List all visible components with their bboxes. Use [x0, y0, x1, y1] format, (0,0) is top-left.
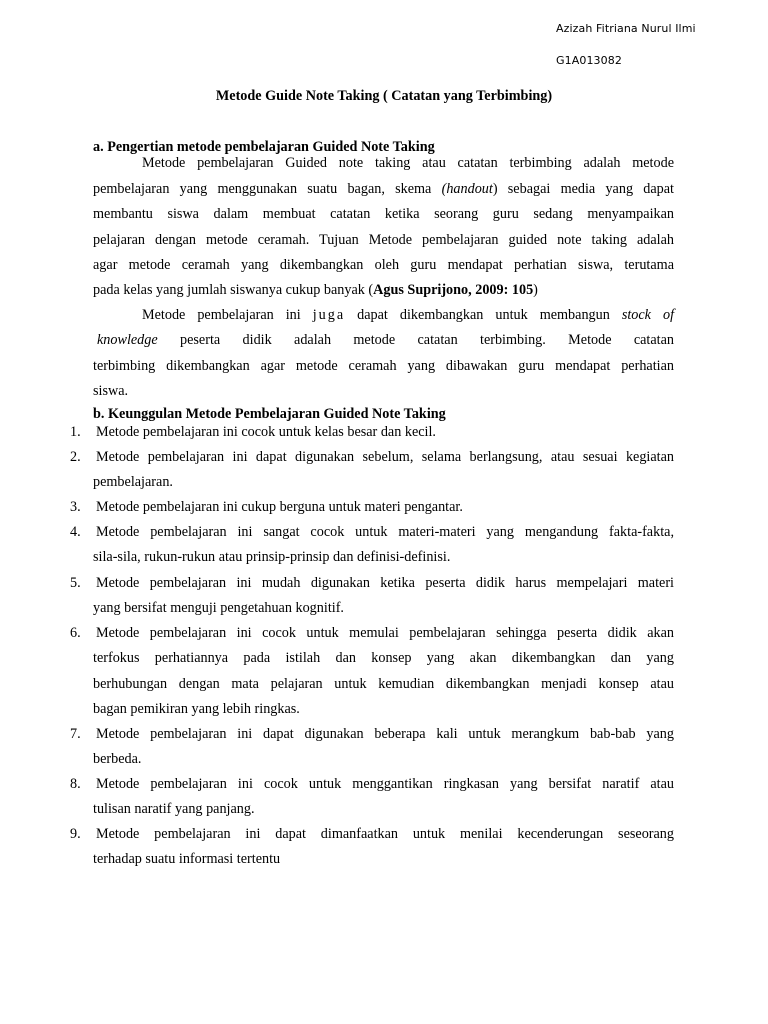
list-number: 3. [70, 499, 81, 515]
paragraph-line: pelajaran dengan metode ceramah. Tujuan Metode pembelajaran guided note taking adalah [93, 232, 674, 248]
list-number: 7. [70, 726, 81, 742]
list-item-line: Metode pembelajaran ini dapat dimanfaatkan untuk menilai kecenderungan seseorang [96, 826, 674, 842]
list-item-line: Metode pembelajaran ini mudah digunakan ketika peserta didik harus mempelajari materi [96, 575, 674, 591]
list-number: 2. [70, 449, 81, 465]
list-item-line: Metode pembelajaran ini cocok untuk menggantikan ringkasan yang bersifat naratif atau [96, 776, 674, 792]
section-b-heading: b. Keunggulan Metode Pembelajaran Guided Note Taking [93, 406, 446, 422]
paragraph-line: pembelajaran yang menggunakan suatu bagan, skema (handout) sebagai media yang dapat [93, 181, 674, 197]
list-number: 4. [70, 524, 81, 540]
paragraph-line: Metode pembelajaran Guided note taking atau catatan terbimbing adalah metode [142, 155, 674, 171]
list-item-line: berhubungan dengan mata pelajaran untuk kemudian dikembangkan menjadi konsep atau [93, 675, 674, 692]
list-item-line: Metode pembelajaran ini dapat digunakan sebelum, selama berlangsung, atau sesuai kegiatan [96, 449, 674, 465]
list-number: 5. [70, 575, 81, 591]
list-item-line: Metode pembelajaran ini cocok untuk kelas besar dan kecil. [96, 424, 436, 440]
section-a-heading: a. Pengertian metode pembelajaran Guided Note Taking [93, 139, 435, 155]
list-item-line: Metode pembelajaran ini sangat cocok untuk materi-materi yang mengandung fakta-fakta, [96, 524, 674, 540]
paragraph-line: pada kelas yang jumlah siswanya cukup banyak (Agus Suprijono, 2009: 105) [93, 282, 538, 298]
list-item-line: bagan pemikiran yang lebih ringkas. [93, 700, 300, 717]
italic-term: knowledge [97, 332, 158, 348]
list-item-line: terfokus perhatiannya pada istilah dan konsep yang akan dikembangkan dan yang [93, 650, 674, 667]
list-number: 9. [70, 826, 81, 842]
author-name: Azizah Fitriana Nurul Ilmi [556, 22, 696, 35]
italic-term: stock of [621, 307, 675, 323]
paragraph-line: siswa. [93, 383, 129, 399]
list-number: 6. [70, 625, 81, 641]
paragraph-line: Metode pembelajaran ini juga dapat dikembangkan untuk membangun stock of [142, 307, 675, 323]
paragraph-line: membantu siswa dalam membuat catatan ketika seorang guru sedang menyampaikan [93, 206, 674, 222]
citation: Agus Suprijono, 2009: 105 [373, 282, 534, 298]
paragraph-line: agar metode ceramah yang dikembangkan oleh guru mendapat perhatian siswa, terutama [93, 257, 674, 273]
list-item-line: berbeda. [93, 751, 142, 768]
list-number: 8. [70, 776, 81, 792]
italic-term: (handout [441, 181, 493, 197]
list-item-line: Metode pembelajaran ini dapat digunakan beberapa kali untuk merangkum bab-bab yang [96, 726, 674, 742]
list-item-line: sila-sila, rukun-rukun atau prinsip-prinsip dan definisi-definisi. [93, 549, 451, 566]
list-item-line: Metode pembelajaran ini cocok untuk memulai pembelajaran sehingga peserta didik akan [96, 625, 674, 641]
student-id: G1A013082 [556, 54, 622, 67]
list-number: 1. [70, 424, 81, 440]
list-item-line: yang bersifat menguji pengetahuan kognitif. [93, 600, 344, 617]
paragraph-line: knowledge peserta didik adalah metode catatan terbimbing. Metode catatan [97, 332, 674, 348]
paragraph-line: terbimbing dikembangkan agar metode ceramah yang dibawakan guru mendapat perhatian [93, 358, 674, 374]
list-item-line: pembelajaran. [93, 474, 173, 491]
list-item-line: tulisan naratif yang panjang. [93, 801, 255, 818]
list-item-line: Metode pembelajaran ini cukup berguna untuk materi pengantar. [96, 499, 463, 515]
document-title: Metode Guide Note Taking ( Catatan yang Terbimbing) [215, 88, 553, 104]
list-item-line: terhadap suatu informasi tertentu [93, 851, 281, 868]
